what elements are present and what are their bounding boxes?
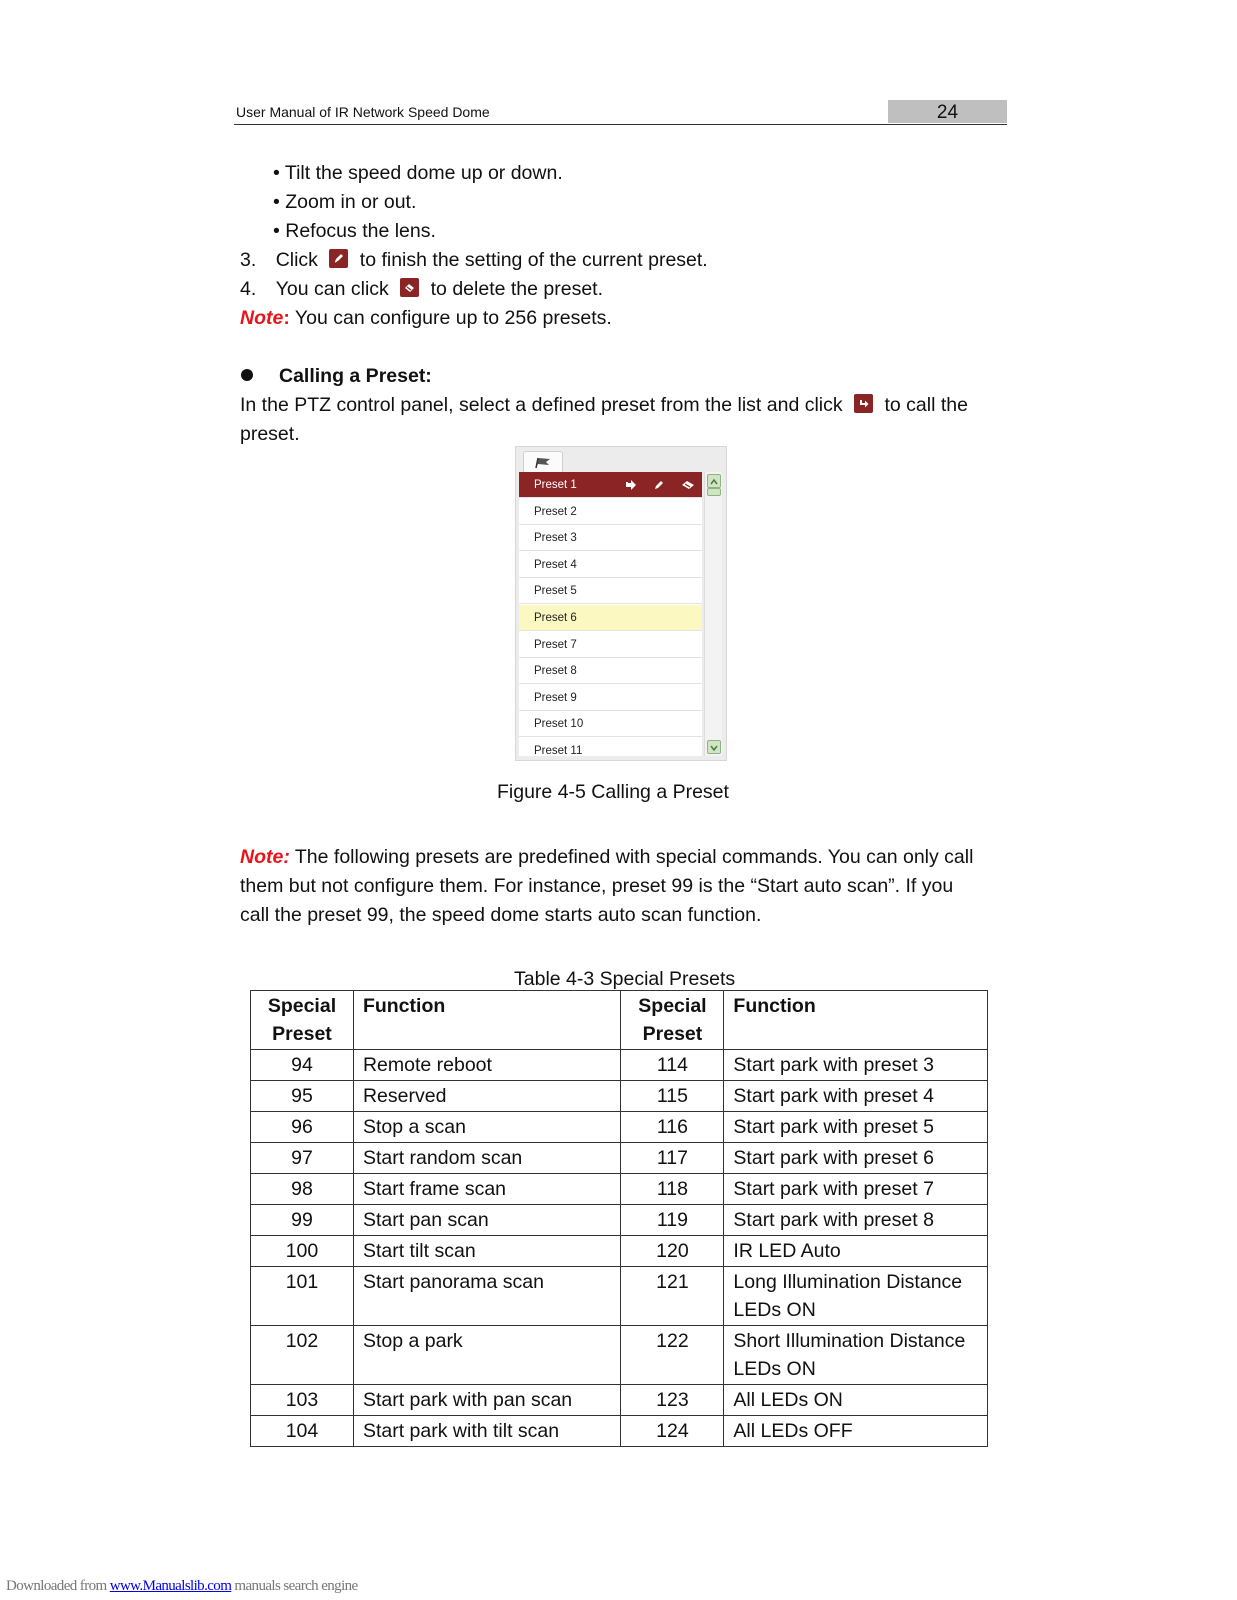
preset-list-item[interactable] [519,552,702,578]
table-row [251,1050,988,1081]
preset-list-item[interactable] [519,711,702,737]
function-cell: All LEDs OFF [724,1416,988,1447]
function-cell: IR LED Auto [724,1236,988,1267]
preset-number-cell: 120 [621,1236,724,1267]
preset-number-cell: 116 [621,1112,724,1143]
table-row [251,1267,988,1326]
step-4 [240,278,603,301]
note-text: The following presets are predefined with special commands. You can only call [289,846,974,868]
function-cell: Start park with pan scan [353,1385,621,1416]
scroll-thumb[interactable] [707,488,721,496]
preset-label: Preset 9 [534,691,577,704]
special-presets-table [250,990,988,1447]
function-cell: Long Illumination Distance LEDs ON [724,1267,988,1326]
function-cell: Start park with preset 7 [724,1174,988,1205]
step-number: 3. [240,249,257,271]
preset-label: Preset 3 [534,532,577,545]
preset-list-item[interactable] [519,472,702,498]
delete-preset-icon[interactable] [680,479,696,491]
preset-number-cell: 121 [621,1267,724,1326]
function-cell: Start panorama scan [353,1267,621,1326]
step-text-before: Click [275,249,318,271]
function-cell: Start park with preset 5 [724,1112,988,1143]
step-text-after: to finish the setting of the current preset. [359,249,708,271]
preset-label: Preset 6 [534,612,577,624]
preset-number-cell: 97 [251,1143,354,1174]
chevron-up-icon [708,476,720,488]
scroll-down-button[interactable] [707,740,721,754]
function-cell: Start park with preset 6 [724,1143,988,1174]
preset-list-item[interactable] [519,578,702,604]
preset-number-cell: 124 [621,1416,724,1447]
footer-prefix: Downloaded from [6,1578,110,1594]
preset-number-cell: 122 [621,1326,724,1385]
preset-number-cell: 114 [621,1050,724,1081]
preset-label: Preset 1 [534,479,577,491]
header-line: Preset [642,1023,703,1045]
calling-heading [241,365,432,388]
preset-number-cell: 98 [251,1174,354,1205]
preset-number-cell: 96 [251,1112,354,1143]
function-cell: Start random scan [353,1143,621,1174]
function-cell: Start park with preset 3 [724,1050,988,1081]
bullet-dot-icon [241,369,253,381]
bullet-tilt: • Tilt the speed dome up or down. [273,162,563,184]
header-function: Function [353,991,621,1050]
note-colon: : [283,307,290,329]
preset-number-cell: 123 [621,1385,724,1416]
calling-heading-text: Calling a Preset: [279,365,432,387]
preset-number-cell: 99 [251,1205,354,1236]
preset-number-cell: 101 [251,1267,354,1326]
call-arrow-icon [854,394,873,413]
scroll-up-button[interactable] [707,474,721,488]
preset-number-cell: 118 [621,1174,724,1205]
preset-list-item[interactable] [519,738,702,756]
preset-list-item[interactable] [519,658,702,684]
calling-description-line2: preset. [240,423,300,445]
table-row [251,1081,988,1112]
table-row [251,1205,988,1236]
table-row [251,1236,988,1267]
function-cell: Start park with tilt scan [353,1416,621,1447]
preset-number-cell: 102 [251,1326,354,1385]
function-cell: Start pan scan [353,1205,621,1236]
preset-flag-icon [524,452,562,474]
step-number: 4. [240,278,257,300]
function-cell: Stop a park [353,1326,621,1385]
table-header-row [251,991,988,1050]
function-cell: Start frame scan [353,1174,621,1205]
preset-list-item[interactable] [519,499,702,525]
preset-tab[interactable] [523,451,563,474]
calling-text-before: In the PTZ control panel, select a defined preset from the list and click [240,394,843,416]
table-row [251,1112,988,1143]
table-row [251,1174,988,1205]
pencil-icon [329,249,348,268]
function-cell: Reserved [353,1081,621,1112]
function-cell: Remote reboot [353,1050,621,1081]
preset-label: Preset 8 [534,665,577,678]
preset-number-cell: 104 [251,1416,354,1447]
table-caption: Table 4-3 Special Presets [514,968,736,990]
header-rule [234,124,1007,125]
preset-list-item[interactable] [519,605,702,631]
preset-number-cell: 95 [251,1081,354,1112]
table-row [251,1143,988,1174]
preset-number-cell: 100 [251,1236,354,1267]
table-row [251,1416,988,1447]
chevron-down-icon [708,742,720,754]
ptz-preset-panel [515,446,727,761]
header-line: Special [267,995,337,1017]
preset-list-item[interactable] [519,632,702,658]
preset-label: Preset 4 [534,558,577,571]
note-preset-limit [240,307,612,330]
manualslib-link[interactable]: www.Manualslib.com [109,1578,232,1594]
function-cell: Stop a scan [353,1112,621,1143]
header-special-preset [251,991,354,1050]
table-body [251,1050,988,1447]
calling-description-line1 [240,394,968,417]
bullet-zoom: • Zoom in or out. [273,191,417,213]
function-cell: Start park with preset 4 [724,1081,988,1112]
preset-label: Preset 5 [534,585,577,598]
note-special-line1 [240,846,973,869]
figure-caption: Figure 4-5 Calling a Preset [497,781,729,803]
header-line: Special [638,995,707,1017]
table-row [251,1385,988,1416]
preset-label: Preset 2 [534,505,577,518]
calling-text-after: to call the [884,394,968,416]
preset-number-cell: 94 [251,1050,354,1081]
note-special-line3: call the preset 99, the speed dome starts auto scan function. [240,904,762,926]
preset-list-item[interactable] [519,525,702,551]
footer-suffix: manuals search engine [231,1578,358,1594]
eraser-icon [400,278,419,297]
call-preset-icon[interactable] [624,479,638,491]
preset-list-item[interactable] [519,685,702,711]
edit-preset-icon[interactable] [652,479,666,491]
header-function: Function [724,991,988,1050]
table-row [251,1326,988,1385]
note-label: Note [240,307,284,329]
preset-label: Preset 7 [534,638,577,651]
step-text-after: to delete the preset. [430,278,604,300]
preset-label: Preset 10 [534,718,584,731]
note-text: You can configure up to 256 presets. [289,307,612,329]
running-header-title: User Manual of IR Network Speed Dome [236,104,490,120]
preset-list [519,472,702,756]
preset-list-scrollbar[interactable] [704,472,722,756]
function-cell: Short Illumination Distance LEDs ON [724,1326,988,1385]
preset-label: Preset 11 [534,745,583,756]
header-special-preset [621,991,724,1050]
download-footer [6,1578,358,1595]
bullet-refocus: • Refocus the lens. [273,220,436,242]
function-cell: All LEDs ON [724,1385,988,1416]
page-number: 24 [888,100,1007,123]
preset-number-cell: 117 [621,1143,724,1174]
function-cell: Start tilt scan [353,1236,621,1267]
step-3 [240,249,708,272]
note-special-line2: them but not configure them. For instance, preset 99 is the “Start auto scan”. If you [240,875,954,897]
function-cell: Start park with preset 8 [724,1205,988,1236]
step-text-before: You can click [275,278,389,300]
note-label: Note: [240,846,290,868]
preset-number-cell: 119 [621,1205,724,1236]
preset-number-cell: 103 [251,1385,354,1416]
preset-number-cell: 115 [621,1081,724,1112]
header-line: Preset [272,1023,332,1045]
